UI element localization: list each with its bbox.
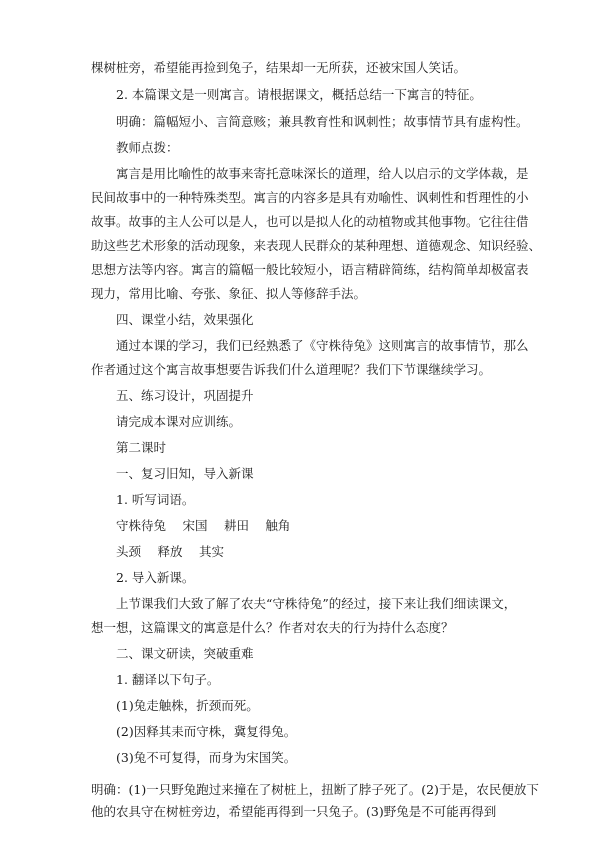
- text-line: 上节课我们大致了解了农夫“守株待兔”的经过，接下来让我们细读课文，: [116, 596, 517, 611]
- text-line: 1. 翻译以下句子。: [116, 672, 220, 687]
- text-line: 民间故事中的一种特殊类型。寓言的内容多是具有劝喻性、讽刺性和哲理性的小: [91, 190, 529, 205]
- text-line: 助这些艺术形象的活动现象，来表现人民群众的某种理想、道德观念、知识经验、: [91, 238, 542, 253]
- text-line: (2)因释其耒而守株，冀复得兔。: [116, 724, 297, 739]
- section-heading: 一、复习旧知，导入新课: [116, 466, 254, 481]
- section-heading: 五、练习设计，巩固提升: [116, 388, 254, 403]
- text-line: 他的农具守在树桩旁边，希望能再得到一只兔子。(3)野兔是不可能再得到: [91, 804, 497, 819]
- text-line: 2. 本篇课文是一则寓言。请根据课文，概括总结一下寓言的特征。: [116, 87, 482, 102]
- text-line: 作者通过这个寓言故事想要告诉我们什么道理呢？我们下节课继续学习。: [91, 362, 492, 377]
- vocab-line: 头颈 释放 其实: [116, 544, 224, 559]
- text-line: (3)兔不可复得，而身为宋国笑。: [116, 750, 297, 765]
- vocab-line: 守株待兔 宋国 耕田 触角: [116, 518, 291, 533]
- text-line: 明确：(1)一只野兔跑过来撞在了树桩上，扭断了脖子死了。(2)于是，农民便放下: [91, 782, 539, 797]
- text-line: 寓言是用比喻性的故事来寄托意味深长的道理，给人以启示的文学体裁，是: [116, 166, 529, 181]
- text-line: 现力，常用比喻、夸张、象征、拟人等修辞手法。: [91, 286, 367, 301]
- section-heading: 二、课文研读，突破重难: [116, 646, 254, 661]
- text-line: (1)兔走触株，折颈而死。: [116, 698, 259, 713]
- lesson-heading: 第二课时: [116, 440, 167, 455]
- text-line: 请完成本课对应训练。: [116, 414, 242, 429]
- text-line: 2. 导入新课。: [116, 570, 195, 585]
- text-line: 故事。故事的主人公可以是人，也可以是拟人化的动植物或其他事物。它往往借: [91, 214, 529, 229]
- text-line: 教师点拨：: [116, 140, 179, 155]
- text-line: 思想方法等内容。寓言的篇幅一般比较短小，语言精辟简练，结构简单却极富表: [91, 262, 529, 277]
- text-line: 通过本课的学习，我们已经熟悉了《守株待兔》这则寓言的故事情节，那么: [116, 338, 529, 353]
- text-line: 明确：篇幅短小、言简意赅；兼具教育性和讽刺性；故事情节具有虚构性。: [116, 114, 529, 129]
- section-heading: 四、课堂小结，效果强化: [116, 312, 254, 327]
- text-line: 1. 听写词语。: [116, 492, 195, 507]
- text-line: 想一想，这篇课文的寓意是什么？作者对农夫的行为持什么态度？: [91, 620, 454, 635]
- text-line: 棵树桩旁，希望能再捡到兔子，结果却一无所获，还被宋国人笑话。: [91, 60, 467, 75]
